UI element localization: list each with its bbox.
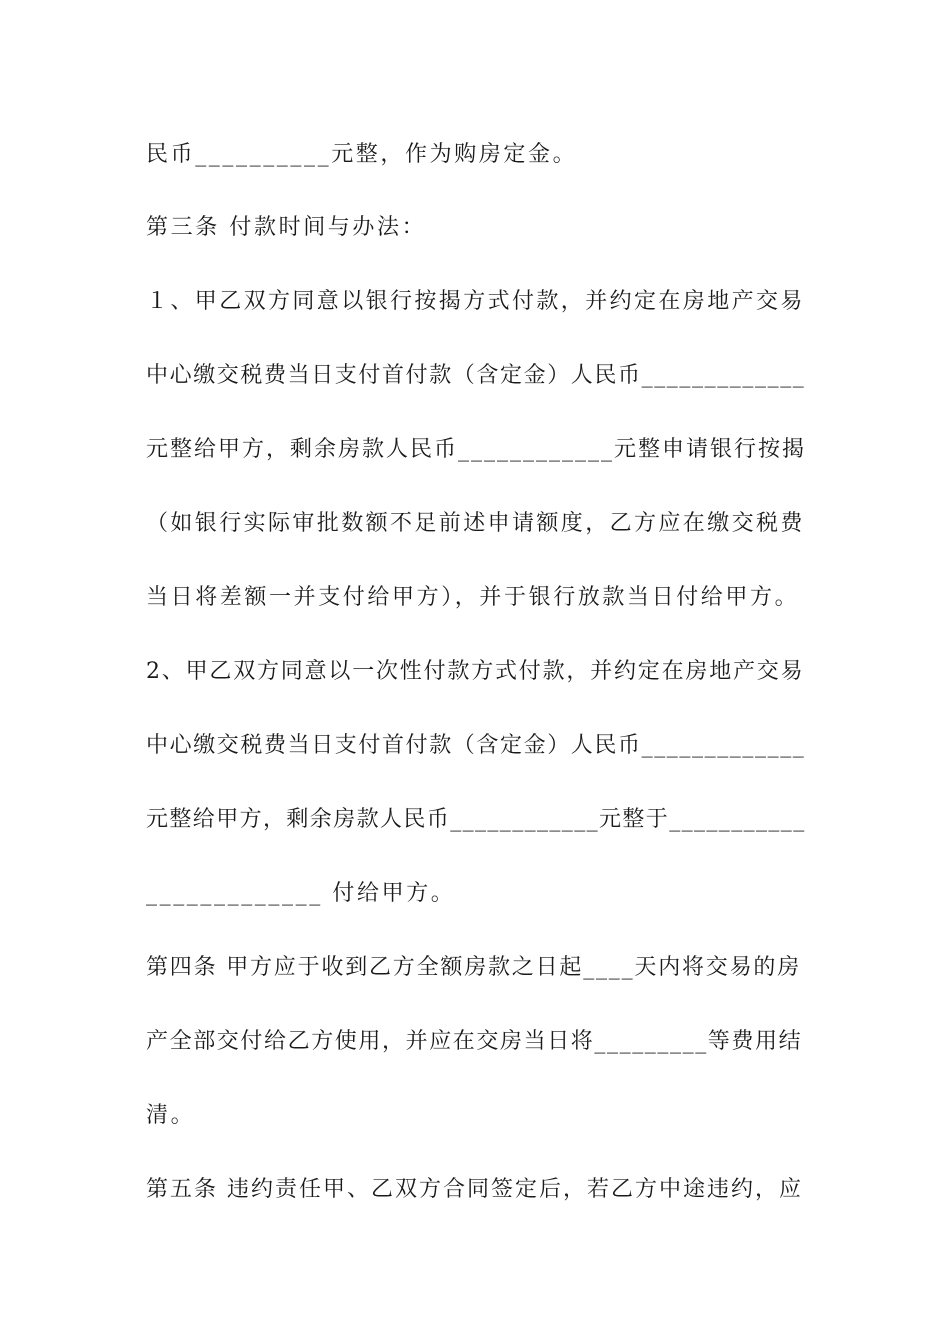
text-line-13: 产全部交付给乙方使用，并应在交房当日将_________等费用结 — [146, 1029, 803, 1054]
text-line-1: 民币__________元整，作为购房定金。 — [146, 142, 578, 167]
text-line-11: _____________ 付给甲方。 — [146, 881, 456, 906]
text-line-10: 元整给甲方，剩余房款人民币____________元整于___________ — [146, 807, 806, 832]
text-line-8: 2、甲乙双方同意以一次性付款方式付款，并约定在房地产交易 — [146, 659, 805, 684]
text-line-7: 当日将差额一并支付给甲方），并于银行放款当日付给甲方。 — [146, 585, 800, 610]
text-line-6: （如银行实际审批数额不足前述申请额度，乙方应在缴交税费 — [146, 511, 805, 536]
text-line-14: 清。 — [146, 1103, 196, 1128]
text-line-4: 中心缴交税费当日支付首付款（含定金）人民币_____________ — [146, 363, 806, 388]
text-line-2: 第三条 付款时间与办法： — [146, 215, 427, 240]
text-line-12: 第四条 甲方应于收到乙方全额房款之日起____天内将交易的房 — [146, 955, 801, 980]
text-line-9: 中心缴交税费当日支付首付款（含定金）人民币_____________ — [146, 733, 806, 758]
text-line-3: １、甲乙双方同意以银行按揭方式付款，并约定在房地产交易 — [146, 289, 805, 314]
text-line-15: 第五条 违约责任甲、乙双方合同签定后，若乙方中途违约，应 — [146, 1177, 803, 1202]
text-line-5: 元整给甲方，剩余房款人民币____________元整申请银行按揭 — [146, 437, 807, 462]
